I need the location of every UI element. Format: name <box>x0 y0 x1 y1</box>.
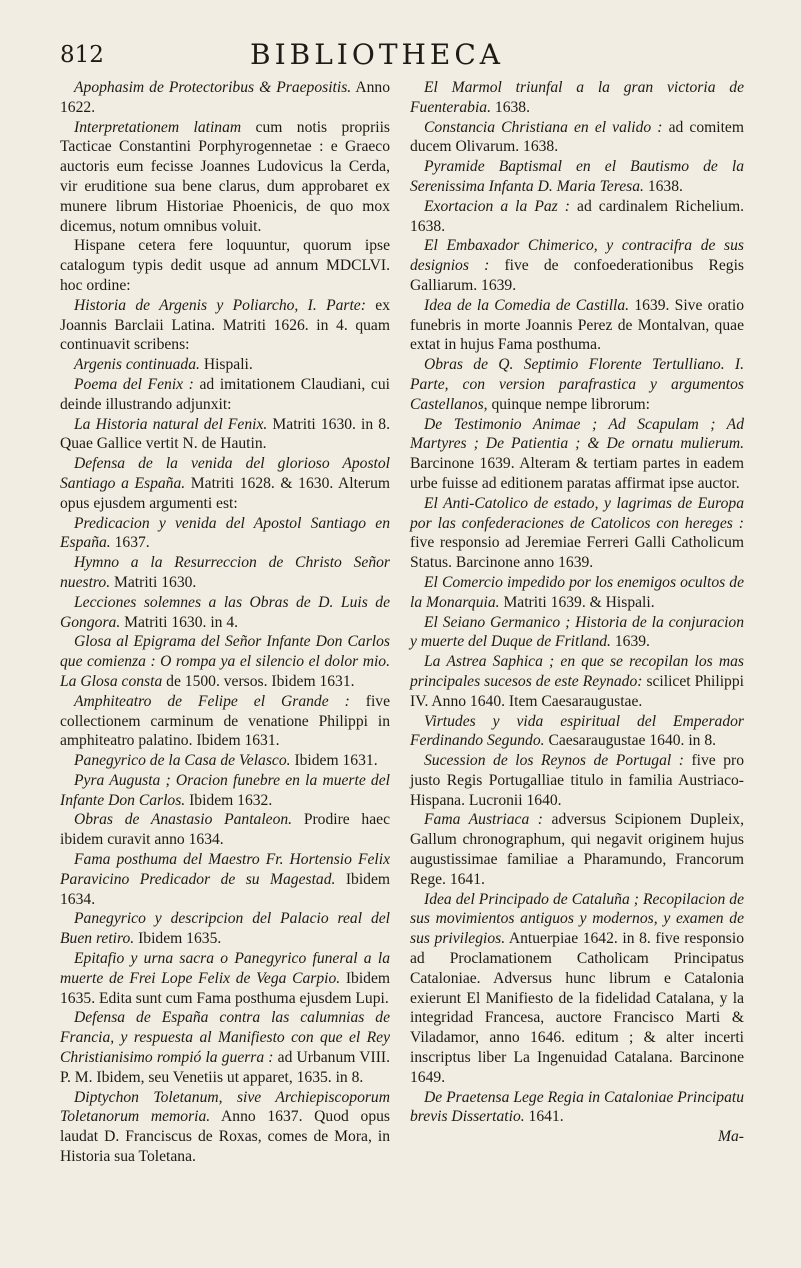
catalog-entry <box>410 613 744 653</box>
entry-text: 1639. Sive oratio funebris in morte Joannis Perez de Montalvan, quae extat in hujus Fama posthuma. <box>410 296 744 354</box>
catalog-entry <box>60 236 390 295</box>
catalog-entry <box>60 909 390 949</box>
entry-title: El Embaxador Chimerico, y contracifra de sus designios : <box>410 237 744 275</box>
entry-title: Apophasim de Protectoribus & Praepositis. <box>74 79 352 96</box>
entry-title: Hymno a la Resurreccion de Christo Señor nuestro. <box>60 554 390 591</box>
catalog-entry <box>60 632 390 691</box>
catalog-entry <box>410 751 744 810</box>
catalog-entry <box>60 751 390 771</box>
right-column <box>410 78 744 1147</box>
entry-title: Diptychon Toletanum, sive Archiepiscoporum Toletanorum memoria. <box>60 1088 390 1126</box>
entry-title: Fama Austriaca : <box>424 811 543 829</box>
catalog-entry <box>410 197 744 237</box>
entry-text: ex Joannis Barclaii Latina. Matriti 1626. in 4. quam continuavit scribens: <box>60 296 390 354</box>
entry-text: Ibidem 1632. <box>189 791 273 809</box>
entry-title: Defensa de España contra las calumnias de Francia, y respuesta al Manifiesto con que el Rey Christianisimo rompió la guerra : <box>60 1009 390 1067</box>
entry-text: ad Urbanum VIII. P. M. Ibidem, seu Venetiis ut apparet, 1635. in 8. <box>60 1049 390 1086</box>
page-header <box>0 38 801 76</box>
entry-text: five de confoederationibus Regis Galliarum. 1639. <box>410 257 744 294</box>
entry-title: Panegyrico y descripcion del Palacio real del Buen retiro. <box>60 910 390 948</box>
entry-text: ad comitem ducem Olivarum. 1638. <box>410 118 744 156</box>
entry-text: adversus Scipionem Dupleix, Gallum chronographum, qui negavit originem hujus augustissimae familiae a Pharamundo, Francorum Rege. 1641. <box>410 811 744 888</box>
catalog-entry <box>410 236 744 295</box>
entry-text: de 1500. versos. Ibidem 1631. <box>166 672 355 690</box>
left-column <box>60 78 390 1167</box>
entry-title: Historia de Argenis y Poliarcho, I. Parte: <box>74 296 366 314</box>
catalog-entry <box>60 850 390 909</box>
entry-text: Ibidem 1631. <box>294 752 378 770</box>
entry-text: quinque nempe librorum: <box>491 395 650 413</box>
catalog-entry <box>410 78 744 118</box>
entry-text: five responsio ad Jeremiae Ferreri Galli Catholicum Status. Barcinone anno 1639. <box>410 534 744 572</box>
entry-text: five pro justo Regis Portugalliae titulo in familia Austriaco-Hispana. Lucronii 1640. <box>410 752 745 809</box>
entry-title: Defensa de la venida del glorioso Apostol Santiago a España. <box>60 455 390 492</box>
catalog-entry <box>60 949 390 1008</box>
catalog-entry <box>60 692 390 751</box>
entry-text: Matriti 1630. in 4. <box>124 613 239 631</box>
catalog-entry <box>60 375 390 415</box>
entry-text: Anno 1637. Quod opus laudat D. Franciscus de Roxas, comes de Mora, in Historia sua Toletana. <box>60 1108 390 1166</box>
entry-text: Hispane cetera fere loquuntur, quorum ipse catalogum typis dedit usque ad annum MDCLVI. hoc ordine: <box>60 237 390 294</box>
entry-title: Pyra Augusta ; Oracion funebre en la muerte del Infante Don Carlos. <box>60 771 390 809</box>
entry-text: Matriti 1630. in 8. Quae Gallice vertit N. de Hautin. <box>60 415 390 453</box>
entry-title: Virtudes y vida espiritual del Emperador Ferdinando Segundo. <box>410 712 744 750</box>
catalog-entry <box>60 593 390 633</box>
catalog-entry <box>410 494 744 573</box>
entry-title: La Astrea Saphica ; en que se recopilan los mas principales sucesos de este Reynado: <box>410 653 744 690</box>
catalog-entry <box>60 1008 390 1087</box>
entry-text: 1638. <box>647 177 683 195</box>
entry-text: Caesaraugustae 1640. in 8. <box>548 732 717 750</box>
catalog-entry <box>410 810 744 889</box>
entry-title: De Testimonio Animae ; Ad Scapulam ; Ad Martyres ; De Patientia ; & De ornatu mulierum. <box>410 415 744 453</box>
catalog-entry <box>60 454 390 513</box>
entry-title: Panegyrico de la Casa de Velasco. <box>74 752 291 770</box>
catalog-entry <box>60 415 390 455</box>
catalog-entry <box>60 355 390 375</box>
catalog-entry <box>60 514 390 554</box>
entry-title: Glosa al Epigrama del Señor Infante Don Carlos que comienza : O rompa ya el silencio el dolor mio. La Glosa consta <box>60 633 390 690</box>
catalog-entry <box>60 553 390 593</box>
entry-text: Ibidem 1634. <box>60 870 390 908</box>
entry-title: Predicacion y venida del Apostol Santiago en España. <box>60 514 390 552</box>
entry-title: Sucession de los Reynos de Portugal : <box>424 752 684 770</box>
entry-title: Idea de la Comedia de Castilla. <box>424 296 630 314</box>
entry-title: Exortacion a la Paz : <box>424 197 570 215</box>
entry-text: 1637. <box>114 534 150 552</box>
entry-title: Obras de Anastasio Pantaleon. <box>74 811 293 829</box>
catalog-entry <box>410 355 744 414</box>
catalog-entry <box>60 118 390 237</box>
entry-text: 1638. <box>494 98 530 116</box>
entry-text: cum notis propriis Tacticae Constantini Porphyrogennetae : e Graeco auctoris eum fecisse Joannes Ludovicus la Cerda, vir eruditione sua bene clarus, dum approbaret ex munere librum Historiae Phoenicis, de quo mox dicemus, notum omnibus voluit. <box>60 118 390 235</box>
entry-title: Amphiteatro de Felipe el Grande : <box>74 692 350 710</box>
entry-text: ad cardinalem Richelium. 1638. <box>410 197 744 235</box>
entry-text: 1641. <box>528 1108 564 1126</box>
entry-title: Idea del Principado de Cataluña ; Recopilacion de sus movimientos antiguos y modernos, y examen de sus privilegios. <box>410 890 744 948</box>
catalog-entry <box>60 296 390 355</box>
entry-title: Poema del Fenix : <box>74 375 194 393</box>
entry-text: Ibidem 1635. <box>138 930 222 948</box>
entry-text: ad imitationem Claudiani, cui deinde illustrando adjunxit: <box>60 375 390 413</box>
entry-text: Ibidem 1635. Edita sunt cum Fama posthuma ejusdem Lupi. <box>60 969 390 1007</box>
entry-text: Antuerpiae 1642. in 8. five responsio ad Proclamationem Catholicam Principatus Cataloniae. Adversus hunc librum e Catalonia exierunt El Manifiesto de la fidelidad Catalana, y la integridad Francesa, auctore Francisco Marti & Viladamor, anno 1646. editum ; & alter incerti inscriptus liber La Ingenuidad Catalana. Barcinone 1649. <box>410 930 744 1086</box>
entry-text: Matriti 1628. & 1630. Alterum opus ejusdem argumenti est: <box>60 474 390 512</box>
entry-title: De Praetensa Lege Regia in Cataloniae Principatu brevis Dissertatio. <box>410 1088 744 1126</box>
entry-title: Obras de Q. Septimio Florente Tertulliano. I. Parte, con version parafrastica y argumentos Castellanos, <box>410 356 744 413</box>
entry-text: scilicet Philippi IV. Anno 1640. Item Caesaraugustae. <box>410 672 744 710</box>
entry-text: 1639. <box>614 633 650 651</box>
catalog-entry <box>410 296 744 355</box>
entry-title: Constancia Christiana en el valido : <box>424 118 663 136</box>
entry-text: Prodire haec ibidem curavit anno 1634. <box>60 811 390 849</box>
catalog-entry <box>410 712 744 752</box>
catalog-entry <box>410 118 744 158</box>
catalog-entry <box>60 1088 390 1167</box>
entry-title: Interpretationem latinam <box>74 118 242 136</box>
entry-title: Fama posthuma del Maestro Fr. Hortensio Felix Paravicino Predicador de su Magestad. <box>60 851 390 888</box>
catalog-entry <box>410 652 744 711</box>
catalog-entry <box>60 771 390 811</box>
entry-title: La Historia natural del Fenix. <box>74 415 268 433</box>
catalog-entry <box>410 415 744 494</box>
catalog-entry <box>410 890 744 1088</box>
entry-text: Hispali. <box>203 356 253 374</box>
entry-title: El Marmol triunfal a la gran victoria de Fuenterabia. <box>410 79 744 116</box>
catalog-entry <box>410 573 744 613</box>
entry-title: Epitafio y urna sacra o Panegyrico funeral a la muerte de Frei Lope Felix de Vega Carpio. <box>60 950 390 987</box>
catalog-entry <box>60 78 390 118</box>
catchword: Ma- <box>718 1128 744 1146</box>
entry-text: Matriti 1630. <box>114 573 197 591</box>
running-title: BIBLIOTHECA <box>250 38 504 71</box>
entry-text: Matriti 1639. & Hispali. <box>503 593 655 611</box>
entry-text: Anno 1622. <box>60 79 390 116</box>
entry-title: Argenis continuada. <box>74 356 200 374</box>
entry-title: El Seiano Germanico ; Historia de la conjuracion y muerte del Duque de Fritland. <box>410 613 744 651</box>
entry-text: Barcinone 1639. Alteram & tertiam partes in eadem urbe fuisse ad editionem paratas affirmat ipse auctor. <box>410 455 744 492</box>
catalog-entry <box>410 157 744 197</box>
catalog-entry <box>60 810 390 850</box>
catalog-entry <box>410 1088 744 1128</box>
page-number: 812 <box>60 42 104 68</box>
entry-title: El Anti-Catolico de estado, y lagrimas de Europa por las confederaciones de Catolicos con hereges : <box>410 494 744 532</box>
entry-title: Lecciones solemnes a las Obras de D. Luis de Gongora. <box>60 593 390 631</box>
entry-text: five collectionem carminum de venatione Philippi in amphiteatro palatino. Ibidem 1631. <box>60 692 390 750</box>
entry-title: El Comercio impedido por los enemigos ocultos de la Monarquia. <box>410 573 744 611</box>
entry-title: Pyramide Baptismal en el Bautismo de la Serenissima Infanta D. Maria Teresa. <box>410 158 744 195</box>
